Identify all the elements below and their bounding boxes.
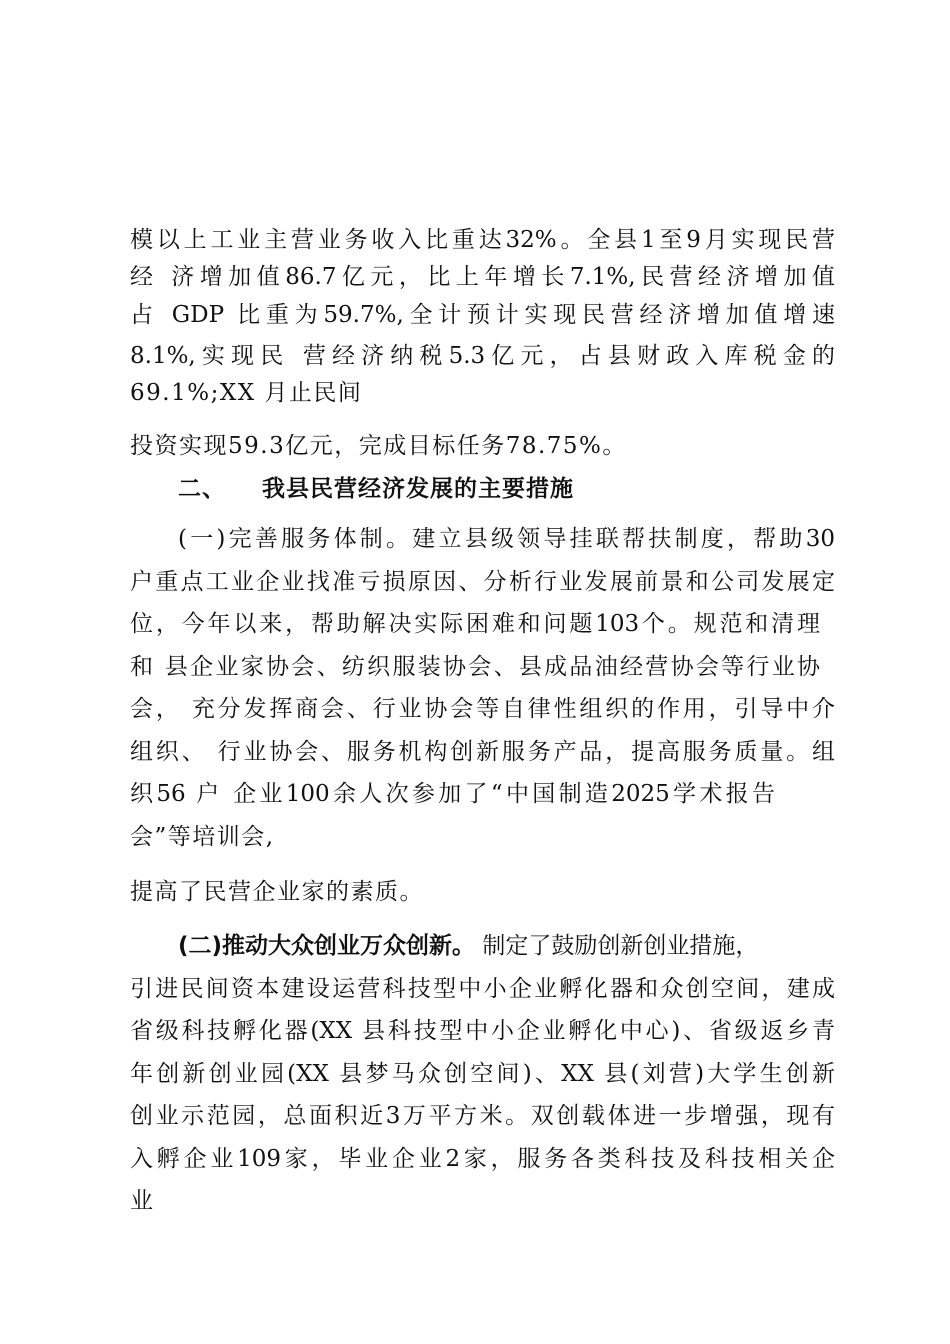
p3-line-6: 入孵企业109家，毕业企业2家，服务各类科技及科技相关企 bbox=[130, 1146, 835, 1172]
p2-line-9: 提高了民营企业家的素质。 bbox=[130, 879, 424, 905]
section-number: 二、 bbox=[178, 476, 226, 502]
p1-line-2: 经 济增加值86.7亿元，比上年增长7.1%,民营经济增加值 bbox=[130, 264, 835, 290]
p2-line-6: 组织、 行业协会、服务机构创新服务产品，提高服务质量。组 bbox=[130, 739, 835, 765]
p2-line-8: 会”等培训会, bbox=[130, 824, 275, 850]
p3-line-1 bbox=[178, 931, 835, 961]
p3-line-2: 引进民间资本建设运营科技型中小企业孵化器和众创空间，建成 bbox=[130, 976, 835, 1002]
p1-line-6: 投资实现59.3亿元，完成目标任务78.75%。 bbox=[130, 433, 627, 459]
p2-line-7: 织56 户 企业100余人次参加了“中国制造2025学术报告 bbox=[130, 781, 775, 807]
p2-line-4: 和 县企业家协会、纺织服装协会、县成品油经营协会等行业协 bbox=[130, 654, 820, 680]
p1-line-3: 占 GDP 比重为59.7%,全计预计实现民营经济增加值增速 bbox=[130, 302, 835, 328]
p2-line-5: 会， 充分发挥商会、行业协会等自律性组织的作用，引导中介 bbox=[130, 696, 835, 722]
p1-line-5: 69.1%;XX 月止民间 bbox=[130, 380, 363, 406]
p1-line-4: 8.1%,实现民 营经济纳税5.3亿元，占县财政入库税金的 bbox=[130, 343, 835, 369]
p1-line-1: 模以上工业主营业务收入比重达32%。全县1至9月实现民营 bbox=[130, 227, 835, 253]
p3-line-5: 创业示范园，总面积近3万平方米。双创载体进一步增强，现有 bbox=[130, 1103, 835, 1129]
p3-line-7: 业 bbox=[130, 1188, 155, 1214]
section-title: 我县民营经济发展的主要措施 bbox=[262, 476, 574, 502]
p2-line-2: 户重点工业企业找准亏损原因、分析行业发展前景和公司发展定 bbox=[130, 569, 835, 595]
section-heading bbox=[178, 474, 574, 504]
p3-line-3: 省级科技孵化器(XX 县科技型中小企业孵化中心)、省级返乡青 bbox=[130, 1018, 835, 1044]
p3-line-4: 年创新创业园(XX 县梦马众创空间)、XX 县(刘营)大学生创新 bbox=[130, 1061, 835, 1087]
p2-line-3: 位，今年以来，帮助解决实际困难和问题103个。规范和清理 bbox=[130, 611, 820, 637]
p2-line-1: (一)完善服务体制。建立县级领导挂联帮扶制度，帮助30 bbox=[178, 526, 835, 552]
p3-line-1-rest: 制定了鼓励创新创业措施， bbox=[475, 933, 759, 959]
p3-lead: (二)推动大众创业万众创新。 bbox=[178, 933, 476, 959]
